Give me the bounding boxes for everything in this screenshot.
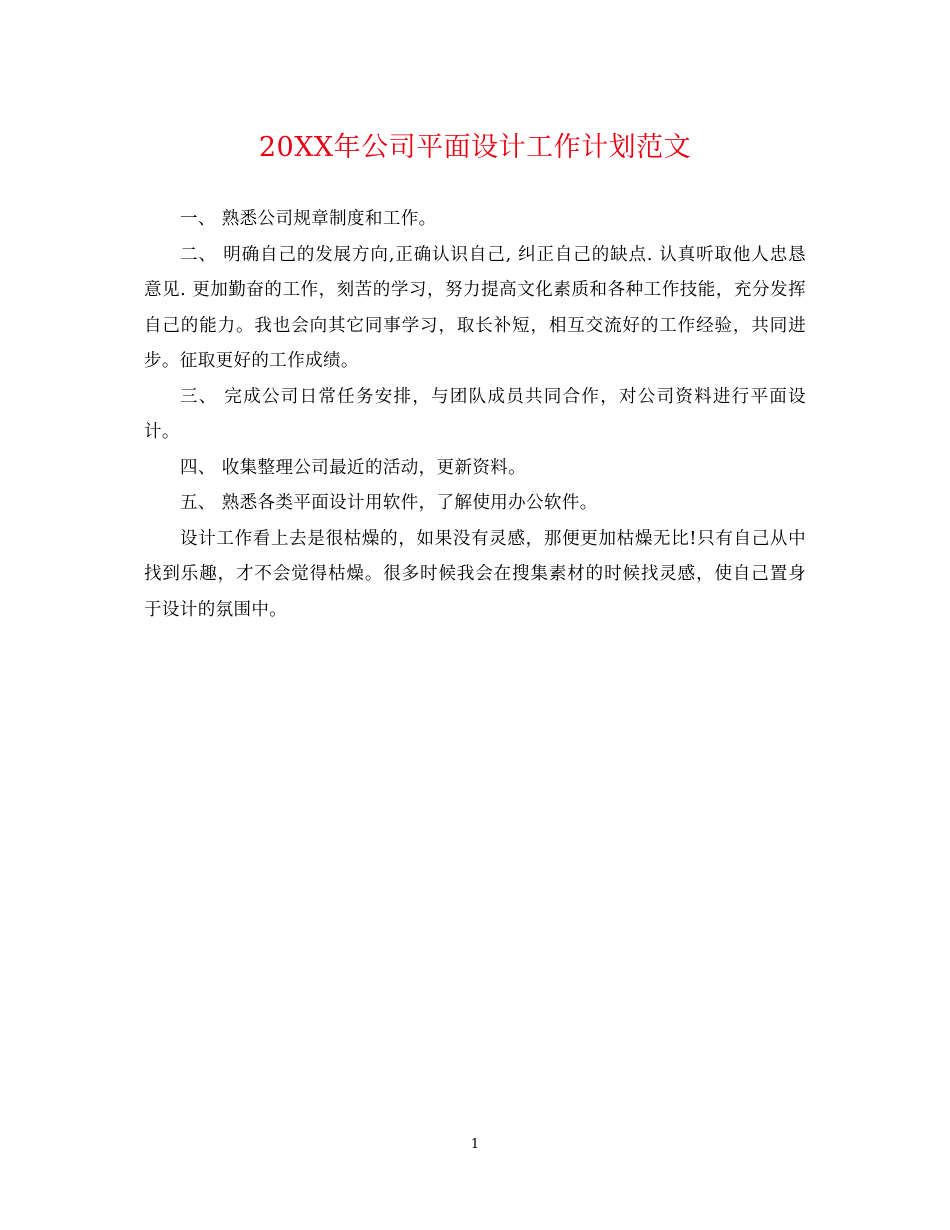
paragraph-5: 五、 熟悉各类平面设计用软件，了解使用办公软件。 — [180, 493, 598, 513]
paragraph-3: 三、 完成公司日常任务安排，与团队成员共同合作，对公司资料进行平面设计。 — [144, 386, 806, 442]
paragraph-1: 一、 熟悉公司规章制度和工作。 — [180, 209, 437, 229]
document-body — [144, 202, 806, 628]
document-title: 20XX年公司平面设计工作计划范文 — [258, 132, 692, 163]
paragraph-6: 设计工作看上去是很枯燥的，如果没有灵感，那便更加枯燥无比!只有自己从中找到乐趣，才不会觉得枯燥。很多时候我会在搜集素材的时候找灵感，使自己置身于设计的氛围中。 — [144, 528, 806, 620]
page-number: 1 — [470, 1137, 480, 1152]
paragraph-4: 四、 收集整理公司最近的活动，更新资料。 — [180, 457, 527, 478]
paragraph-2: 二、 明确自己的发展方向,正确认识自己, 纠正自己的缺点. 认真听取他人忠恳意见. 更加勤奋的工作，刻苦的学习，努力提高文化素质和各种工作技能，充分发挥自己的能力。我也会向其它同事学习，取长补短，相互交流好的工作经验，共同进步。征取更好的工作成绩。 — [144, 244, 806, 371]
